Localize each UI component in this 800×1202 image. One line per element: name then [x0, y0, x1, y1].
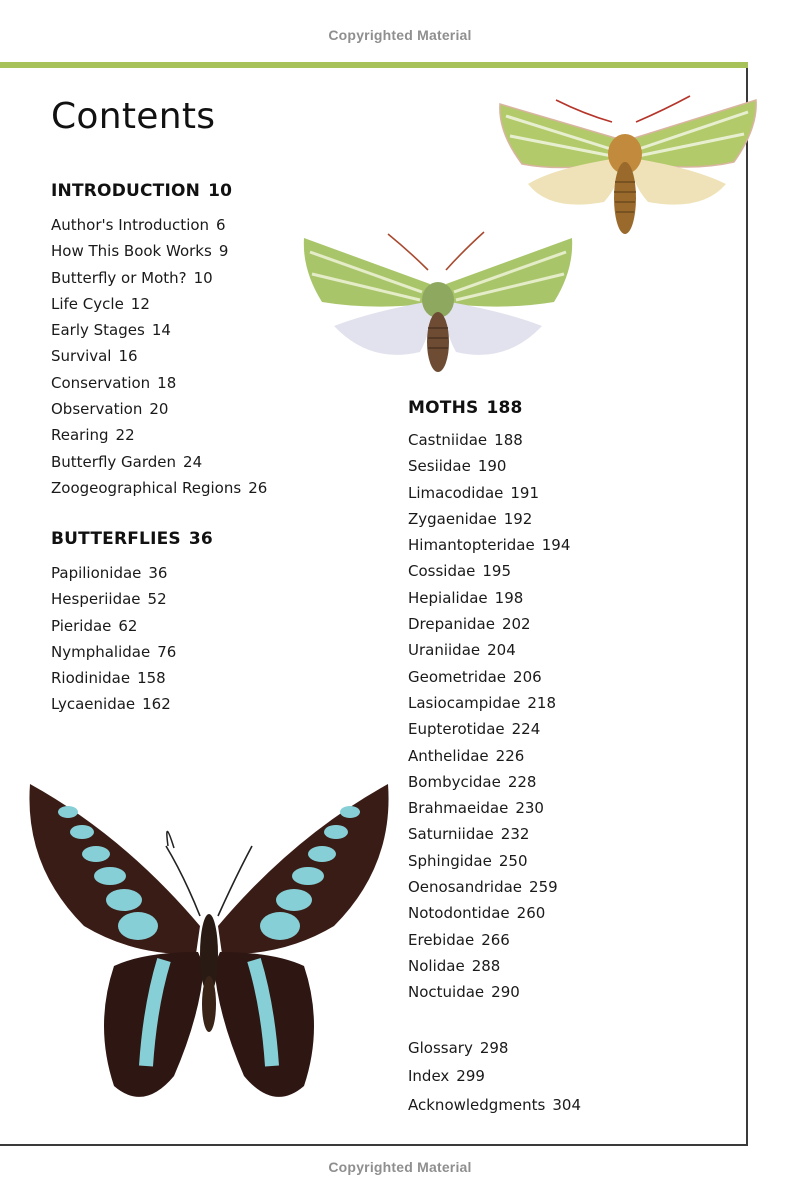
toc-entry[interactable] [408, 979, 570, 1005]
green-moth-image-middle [300, 230, 576, 376]
toc-entry[interactable] [51, 560, 176, 586]
toc-entry[interactable] [408, 664, 570, 690]
toc-entry-label: Rearing [51, 426, 109, 445]
toc-entry-page: 188 [494, 431, 523, 449]
toc-entry-page: 24 [183, 452, 203, 471]
section-heading-page: 188 [486, 398, 523, 418]
header-rule [0, 62, 748, 68]
toc-entry[interactable] [408, 611, 570, 637]
toc-entry-label: Nymphalidae [51, 642, 151, 661]
toc-entry[interactable] [408, 558, 570, 584]
toc-entry[interactable] [51, 317, 267, 343]
section-heading-label: MOTHS [408, 398, 479, 418]
toc-entry-page: 232 [500, 825, 530, 844]
toc-entry[interactable] [51, 586, 176, 612]
toc-list-moths [408, 427, 570, 1006]
toc-entry-page: 26 [248, 478, 268, 497]
toc-entry-page: 224 [511, 720, 541, 739]
toc-entry[interactable] [51, 639, 176, 665]
toc-entry-label: Cossidae [408, 562, 476, 581]
toc-entry[interactable] [51, 691, 176, 717]
toc-entry-page: 10 [193, 268, 213, 287]
toc-entry-label: Eupterotidae [408, 720, 505, 739]
toc-entry-page: 290 [491, 983, 520, 1002]
toc-entry[interactable] [408, 848, 570, 874]
toc-entry-label: Drepanidae [408, 615, 495, 634]
toc-entry-page: 36 [148, 564, 168, 582]
toc-entry[interactable] [408, 1091, 581, 1119]
toc-entry-page: 260 [516, 904, 546, 923]
swallowtail-butterfly-image [24, 776, 394, 1116]
toc-entry[interactable] [51, 291, 267, 317]
toc-entry-page: 204 [487, 641, 516, 660]
toc-entry-page: 206 [513, 667, 542, 686]
toc-entry-page: 195 [482, 562, 512, 581]
toc-entry-page: 266 [481, 930, 510, 949]
toc-entry-page: 22 [115, 426, 135, 445]
toc-entry-page: 158 [137, 669, 166, 688]
toc-entry-label: Uraniidae [408, 641, 481, 660]
toc-entry-label: Early Stages [51, 321, 145, 340]
toc-entry-label: Zoogeographical Regions [51, 478, 242, 497]
toc-entry-page: 190 [477, 457, 507, 476]
toc-entry-label: Himantopteridae [408, 536, 535, 555]
toc-entry[interactable] [408, 480, 570, 506]
toc-entry[interactable] [408, 1034, 581, 1062]
toc-entry-page: 20 [149, 400, 169, 419]
toc-entry-page: 14 [151, 321, 171, 340]
toc-entry-label: How This Book Works [51, 242, 212, 261]
toc-entry[interactable] [408, 690, 570, 716]
toc-entry-page: 198 [494, 588, 524, 607]
toc-entry[interactable] [51, 475, 267, 501]
toc-entry-page: 202 [501, 615, 531, 634]
toc-list-butterflies [51, 560, 176, 718]
toc-entry-label: Riodinidae [51, 669, 131, 688]
toc-entry[interactable] [51, 238, 267, 264]
toc-entry-page: 162 [142, 695, 171, 714]
toc-entry-label: Anthelidae [408, 746, 489, 765]
section-heading-label: BUTTERFLIES [51, 529, 181, 549]
toc-entry-label: Sphingidae [408, 851, 492, 870]
toc-entry-label: Zygaenidae [408, 509, 497, 528]
toc-entry-page: 6 [216, 216, 226, 234]
toc-entry-label: Castniidae [408, 431, 488, 449]
toc-entry-label: Index [408, 1067, 450, 1086]
toc-entry-page: 230 [515, 799, 544, 818]
toc-entry[interactable] [408, 1062, 581, 1090]
toc-entry-label: Conservation [51, 373, 151, 392]
toc-entry-label: Oenosandridae [408, 878, 523, 897]
toc-entry-label: Nolidae [408, 956, 465, 975]
toc-entry-label: Sesiidae [408, 457, 471, 476]
toc-entry-page: 194 [541, 536, 571, 555]
green-moth-image-top [494, 92, 760, 238]
toc-entry-label: Noctuidae [408, 983, 485, 1002]
section-heading-label: INTRODUCTION [51, 181, 201, 201]
toc-entry-label: Life Cycle [51, 294, 124, 313]
copyright-watermark-top: Copyrighted Material [328, 27, 472, 43]
toc-entry[interactable] [408, 716, 570, 742]
toc-entry-page: 16 [118, 347, 138, 366]
section-heading-butterflies [51, 529, 213, 549]
toc-entry-label: Erebidae [408, 930, 475, 949]
toc-entry[interactable] [408, 953, 570, 979]
toc-entry[interactable] [408, 874, 570, 900]
toc-entry-page: 12 [130, 294, 150, 313]
toc-entry-page: 18 [157, 373, 177, 392]
toc-entry-page: 299 [456, 1067, 485, 1086]
toc-entry[interactable] [408, 637, 570, 663]
toc-entry-label: Papilionidae [51, 564, 142, 582]
toc-entry-label: Butterfly Garden [51, 452, 177, 471]
toc-entry-page: 9 [218, 242, 229, 261]
toc-entry[interactable] [408, 821, 570, 847]
toc-entry[interactable] [51, 212, 267, 238]
toc-list-introduction [51, 212, 267, 501]
toc-entry[interactable] [408, 927, 570, 953]
toc-entry-page: 304 [552, 1095, 582, 1114]
toc-entry-label: Notodontidae [408, 904, 510, 923]
toc-entry-label: Glossary [408, 1039, 473, 1057]
toc-entry-label: Brahmaeidae [408, 799, 509, 818]
toc-entry-page: 259 [529, 878, 558, 897]
toc-entry-label: Lasiocampidae [408, 693, 521, 712]
toc-entry[interactable] [408, 795, 570, 821]
toc-entry-label: Limacodidae [408, 483, 504, 502]
section-heading-page: 36 [188, 529, 213, 549]
toc-entry[interactable] [51, 396, 267, 422]
toc-entry-label: Butterfly or Moth? [51, 268, 187, 287]
toc-entry-page: 62 [118, 616, 138, 635]
toc-entry-page: 298 [479, 1039, 509, 1057]
toc-entry-label: Observation [51, 400, 143, 419]
toc-entry-label: Lycaenidae [51, 695, 136, 714]
toc-entry-page: 218 [527, 693, 557, 712]
toc-entry[interactable] [408, 743, 570, 769]
toc-entry[interactable] [408, 585, 570, 611]
section-heading-introduction [51, 181, 232, 201]
toc-entry[interactable] [51, 665, 176, 691]
toc-entry-label: Survival [51, 347, 112, 366]
toc-entry[interactable] [51, 265, 267, 291]
toc-entry[interactable] [51, 449, 267, 475]
page-title: Contents [51, 96, 216, 137]
copyright-watermark-bottom: Copyrighted Material [328, 1159, 472, 1175]
toc-entry[interactable] [408, 427, 570, 453]
section-heading-moths [408, 398, 523, 418]
toc-entry[interactable] [408, 532, 570, 558]
toc-entry[interactable] [51, 343, 267, 369]
toc-entry-label: Acknowledgments [408, 1095, 546, 1114]
toc-entry-label: Hesperiidae [51, 590, 141, 609]
toc-entry-page: 191 [510, 483, 540, 502]
section-heading-page: 10 [208, 181, 233, 201]
toc-entry-page: 250 [498, 851, 528, 870]
toc-entry-label: Author's Introduction [51, 216, 210, 234]
page-border-bottom [0, 1144, 748, 1146]
toc-entry-label: Geometridae [408, 667, 507, 686]
toc-entry-page: 226 [495, 746, 525, 765]
toc-entry-page: 76 [157, 642, 177, 661]
toc-entry[interactable] [51, 613, 176, 639]
toc-entry-label: Bombycidae [408, 772, 501, 791]
toc-entry[interactable] [408, 900, 570, 926]
toc-entry[interactable] [408, 769, 570, 795]
toc-entry-page: 192 [503, 509, 533, 528]
toc-entry-page: 52 [147, 590, 167, 609]
toc-entry-page: 288 [471, 956, 501, 975]
toc-entry[interactable] [51, 422, 267, 448]
toc-entry-label: Saturniidae [408, 825, 494, 844]
toc-entry[interactable] [408, 453, 570, 479]
toc-entry-label: Pieridae [51, 616, 112, 635]
toc-entry[interactable] [51, 370, 267, 396]
toc-entry[interactable] [408, 506, 570, 532]
toc-list-back-matter [408, 1034, 581, 1119]
toc-entry-page: 228 [507, 772, 537, 791]
toc-entry-label: Hepialidae [408, 588, 488, 607]
